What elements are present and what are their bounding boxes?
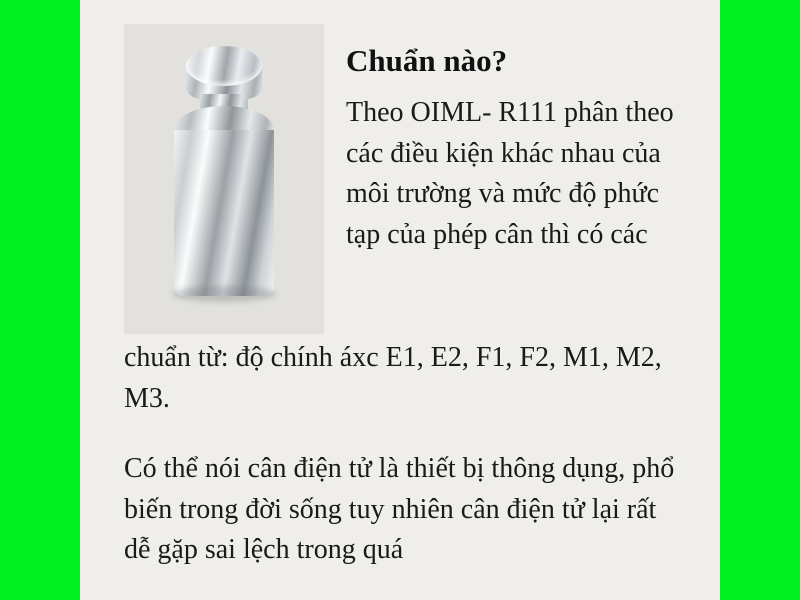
weight-knob-top xyxy=(186,46,262,86)
weight-cylinder xyxy=(174,130,274,296)
article-content xyxy=(80,0,720,600)
paragraph-two: chuẩn từ: độ chính áxc E1, E2, F1, F2, M1, M2, M3. xyxy=(124,342,662,414)
calibration-weight-illustration xyxy=(154,46,294,310)
weight-image xyxy=(124,24,324,334)
content-card xyxy=(80,0,720,600)
page-title: Chuẩn nào? xyxy=(346,43,508,78)
paragraph-one: Theo OIML- R111 phân theo các điều kiện khác nhau của môi trường và mức độ phức tạp của phép cân thì có các xyxy=(346,97,674,250)
weight-shadow xyxy=(172,286,276,302)
paragraph-three: Có thể nói cân điện tử là thiết bị thông dụng, phổ biến trong đời sống tuy nhiên cân điện tử lại rất dễ gặp sai lệch trong quá xyxy=(124,453,675,566)
